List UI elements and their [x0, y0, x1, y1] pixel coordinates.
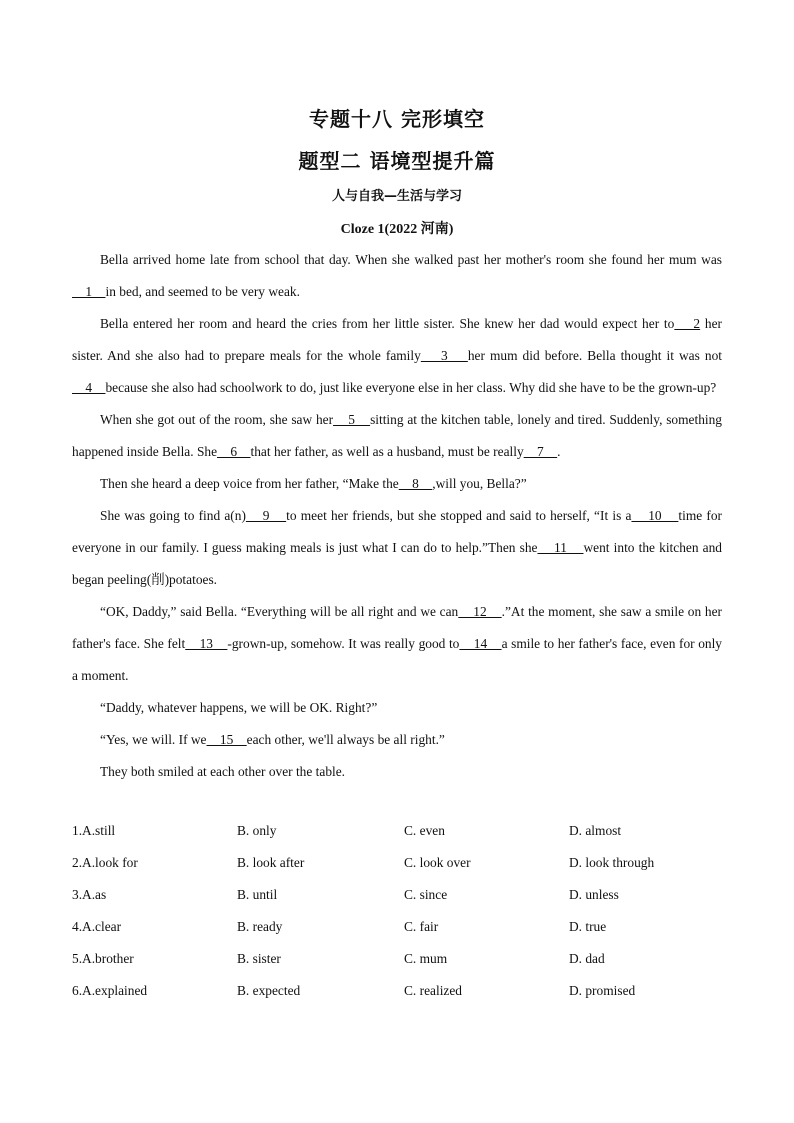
paragraph-text: each other, we'll always be all right.”	[246, 732, 445, 747]
paragraph-text: her sister. And she also had to prepare meals for the whole family	[72, 316, 722, 363]
blank-10: 10	[631, 508, 679, 523]
option-6a: 6.A.explained	[72, 983, 148, 998]
option-5a: 5.A.brother	[72, 951, 134, 966]
answer-options	[72, 815, 732, 1007]
option-row-2	[72, 847, 732, 879]
blank-15: 15	[206, 732, 247, 747]
paragraph-text: Bella entered her room and heard the cries from her little sister. She knew her dad would expect her to	[100, 316, 675, 331]
cloze-title: Cloze 1(2022 河南)	[340, 222, 454, 237]
blank-4: 4	[72, 380, 106, 395]
option-2b: B. look after	[237, 855, 305, 870]
cloze-passage	[72, 244, 722, 788]
option-6c: C. realized	[404, 983, 462, 998]
blank-7: 7	[523, 444, 558, 459]
paragraph-9	[72, 756, 722, 788]
paragraph-text: When she got out of the room, she saw her	[100, 412, 334, 427]
option-1d: D. almost	[569, 823, 622, 838]
option-1b: B. only	[237, 823, 277, 838]
paragraph-3	[72, 404, 722, 468]
paragraph-text: “Daddy, whatever happens, we will be OK. Right?”	[100, 700, 378, 715]
option-3b: B. until	[237, 887, 278, 902]
blank-11: 11	[537, 540, 584, 555]
option-5c: C. mum	[404, 951, 448, 966]
paragraph-text: .”At the moment, she saw a smile on her father's face. She felt	[72, 604, 723, 651]
blank-2: 2	[674, 316, 701, 331]
blank-8: 8	[398, 476, 433, 491]
option-4d: D. true	[569, 919, 607, 934]
paragraph-text: time for everyone in our family. I guess making meals is just what I can do to help.”Then she	[72, 508, 722, 555]
blank-5: 5	[333, 412, 371, 427]
paragraph-text: went into the kitchen and began peeling(削)potatoes.	[72, 540, 723, 587]
paragraph-text: to meet her friends, but she stopped and said to herself, “It is a	[286, 508, 632, 523]
paragraph-text: that her father, as well as a husband, must be really	[250, 444, 524, 459]
paragraph-2	[72, 308, 722, 404]
paragraph-text: “Yes, we will. If we	[100, 732, 207, 747]
blank-12: 12	[458, 604, 502, 619]
option-6b: B. expected	[237, 983, 301, 998]
option-row-4	[72, 911, 732, 943]
option-5d: D. dad	[569, 951, 605, 966]
paragraph-4	[72, 468, 722, 500]
paragraph-5	[72, 500, 722, 596]
paragraph-text: She was going to find a(n)	[100, 508, 246, 523]
paragraph-text: “OK, Daddy,” said Bella. “Everything will be all right and we can	[100, 604, 459, 619]
paragraph-6	[72, 596, 722, 692]
option-1c: C. even	[404, 823, 445, 838]
paragraph-text: her mum did before. Bella thought it was not	[467, 348, 722, 363]
option-4a: 4.A.clear	[72, 919, 122, 934]
option-3d: D. unless	[569, 887, 619, 902]
paragraph-text: They both smiled at each other over the table.	[100, 764, 346, 779]
option-3c: C. since	[404, 887, 448, 902]
blank-14: 14	[459, 636, 502, 651]
paragraph-text: Bella arrived home late from school that day. When she walked past her mother's room she found her mum was	[100, 252, 722, 267]
option-5b: B. sister	[237, 951, 281, 966]
blank-6: 6	[217, 444, 251, 459]
option-row-3	[72, 879, 732, 911]
option-4c: C. fair	[404, 919, 439, 934]
paragraph-8	[72, 724, 722, 756]
paragraph-1	[72, 244, 722, 308]
blank-3: 3	[420, 348, 468, 363]
blank-9: 9	[245, 508, 287, 523]
paragraph-text: sitting at the kitchen table, lonely and tired. Suddenly, something happened inside Bella. She	[72, 412, 722, 459]
option-2a: 2.A.look for	[72, 855, 138, 870]
blank-13: 13	[185, 636, 228, 651]
paragraph-text: in bed, and seemed to be very weak.	[105, 284, 300, 299]
option-6d: D. promised	[569, 983, 636, 998]
paragraph-text: because she also had schoolwork to do, just like everyone else in her class. Why did she have to be the grown-up?	[105, 380, 717, 395]
paragraph-text: -grown-up, somehow. It was really good to	[227, 636, 460, 651]
option-row-1	[72, 815, 732, 847]
blank-1: 1	[72, 284, 106, 299]
option-3a: 3.A.as	[72, 887, 107, 902]
paragraph-text: a smile to her father's face, even for only a moment.	[72, 636, 723, 683]
theme-label: 人与自我—生活与学习	[331, 189, 462, 204]
option-2d: D. look through	[569, 855, 655, 870]
option-4b: B. ready	[237, 919, 283, 934]
paragraph-text: Then she heard a deep voice from her father, “Make the	[100, 476, 399, 491]
paragraph-7	[72, 692, 722, 724]
option-1a: 1.A.still	[72, 823, 116, 838]
option-row-5	[72, 943, 732, 975]
option-row-6	[72, 975, 732, 1007]
section-subtitle: 题型二 语境型提升篇	[298, 149, 496, 173]
paragraph-text: .	[557, 444, 561, 459]
paragraph-text: ,will you, Bella?”	[432, 476, 527, 491]
option-2c: C. look over	[404, 855, 471, 870]
page-title: 专题十八 完形填空	[309, 107, 485, 131]
